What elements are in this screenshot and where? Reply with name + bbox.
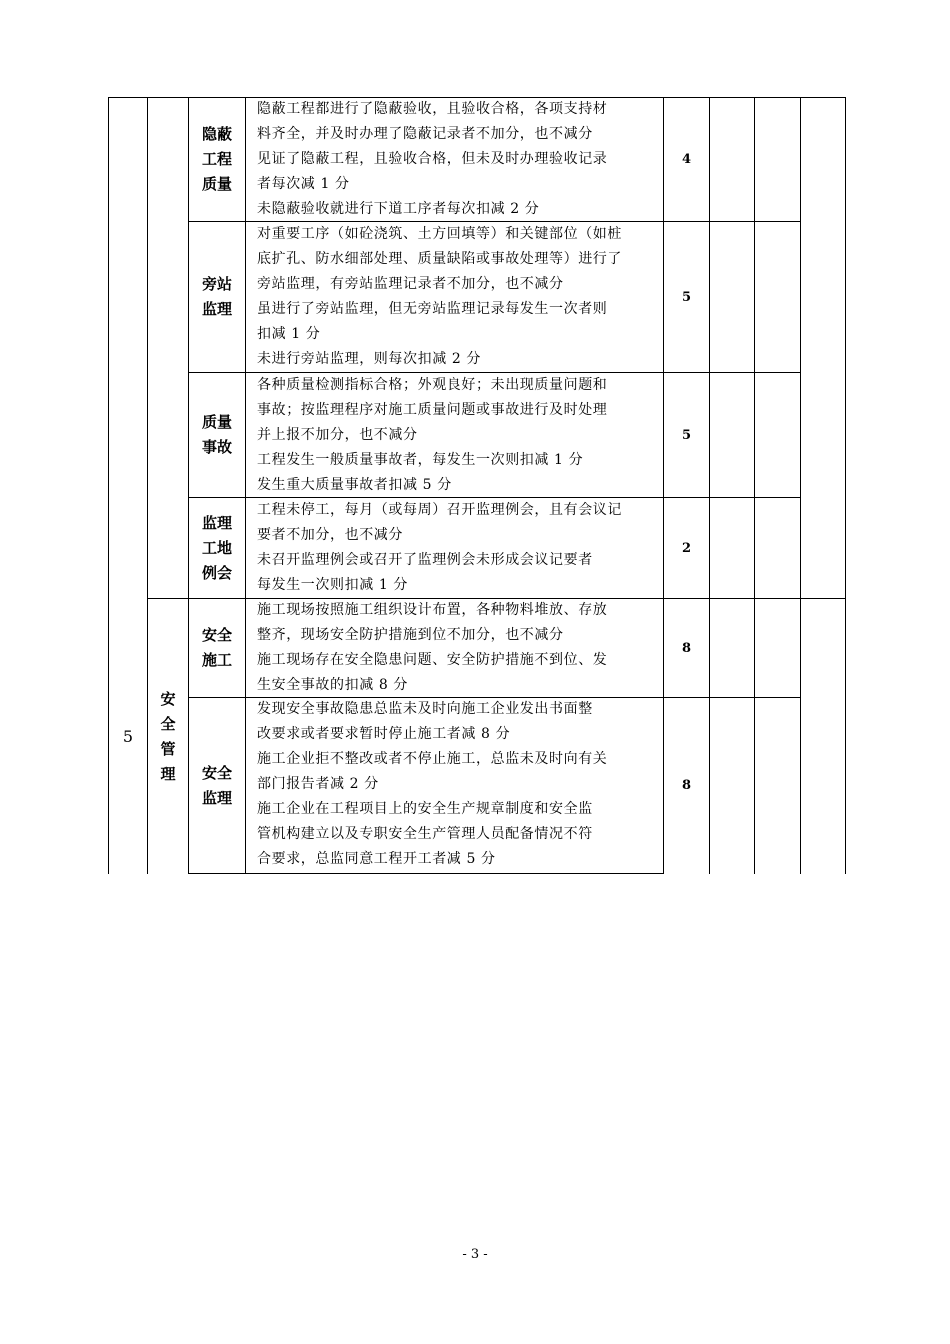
criteria-line: 各种质量检测指标合格；外观良好；未出现质量问题和 [257,377,608,393]
criteria-line: 工程未停工，每月（或每周）召开监理例会，且有会议记 [257,502,622,518]
item-criteria [246,498,663,598]
category-name [148,599,188,874]
criteria-line: 改要求或者要求暂时停止施工者减 8 分 [257,726,511,742]
item-score: 8 [681,778,692,793]
item-name [189,698,245,873]
criteria-line: 未隐蔽验收就进行下道工序者每次扣减 2 分 [257,201,540,217]
criteria-line: 料齐全，并及时办理了隐蔽记录者不加分，也不减分 [257,126,593,142]
table-border-bottom [188,873,664,874]
item-name-text: 旁站监理 [201,275,232,318]
page-number: - 3 - [462,1247,488,1262]
item-name-text: 安全监理 [201,763,232,807]
criteria-line: 旁站监理，有旁站监理记录者不加分，也不减分 [257,276,564,292]
criteria-line: 合要求，总监同意工程开工者减 5 分 [257,851,496,867]
item-name [189,498,245,598]
criteria-line: 管机构建立以及专职安全生产管理人员配备情况不符 [257,826,593,842]
criteria-line: 虽进行了旁站监理，但无旁站监理记录每发生一次者则 [257,301,608,317]
item-criteria [246,373,663,497]
criteria-line: 隐蔽工程都进行了隐蔽验收，且验收合格，各项支持材 [257,101,608,117]
item-criteria [246,697,663,873]
criteria-line: 扣减 1 分 [257,326,321,342]
criteria-line: 整齐，现场安全防护措施到位不加分，也不减分 [257,627,564,643]
criteria-line: 施工企业拒不整改或者不停止施工，总监未及时向有关 [257,751,608,767]
table-divider [800,97,801,874]
item-name [189,373,245,497]
criteria-line: 并上报不加分，也不减分 [257,427,418,443]
item-score: 2 [681,540,692,556]
criteria-line: 底扩孔、防水细部处理、质量缺陷或事故处理等）进行了 [257,251,622,267]
table-border-right [845,97,846,874]
criteria-line: 工程发生一般质量事故者，每发生一次则扣减 1 分 [257,452,584,468]
item-name-text: 安全施工 [201,626,232,669]
item-criteria [246,222,663,372]
category-number: 5 [122,726,134,746]
criteria-line: 发生重大质量事故者扣减 5 分 [257,477,452,493]
criteria-line: 施工现场按照施工组织设计布置，各种物料堆放、存放 [257,602,608,618]
item-name-text: 监理工地例会 [201,513,232,582]
criteria-line: 未召开监理例会或召开了监理例会未形成会议记要者 [257,552,593,568]
item-name [189,98,245,221]
item-name-text: 隐蔽工程质量 [201,125,232,193]
criteria-line: 者每次减 1 分 [257,176,350,192]
item-criteria [246,97,663,221]
item-score: 5 [681,427,692,443]
criteria-line: 见证了隐蔽工程，且验收合格，但未及时办理验收记录 [257,151,608,167]
criteria-line: 部门报告者减 2 分 [257,776,379,792]
item-score: 8 [681,640,692,656]
criteria-line: 每发生一次则扣减 1 分 [257,577,409,593]
criteria-line: 对重要工序（如砼浇筑、土方回填等）和关键部位（如桩 [257,226,622,242]
criteria-line: 施工企业在工程项目上的安全生产规章制度和安全监 [257,801,593,817]
table-divider [709,97,710,874]
criteria-line: 发现安全事故隐患总监未及时向施工企业发出书面整 [257,701,593,717]
criteria-line: 要者不加分，也不减分 [257,527,403,543]
table-divider [754,97,755,874]
criteria-line: 事故；按监理程序对施工质量问题或事故进行及时处理 [257,402,608,418]
item-score: 4 [681,152,692,167]
criteria-line: 施工现场存在安全隐患问题、安全防护措施不到位、发 [257,652,608,668]
category-name-text: 安全管理 [160,689,176,783]
item-name [189,599,245,697]
item-score: 5 [681,289,692,305]
criteria-line: 未进行旁站监理，则每次扣减 2 分 [257,351,482,367]
item-name [189,222,245,372]
item-criteria [246,598,663,697]
item-name-text: 质量事故 [201,413,232,456]
criteria-line: 生安全事故的扣减 8 分 [257,677,409,693]
